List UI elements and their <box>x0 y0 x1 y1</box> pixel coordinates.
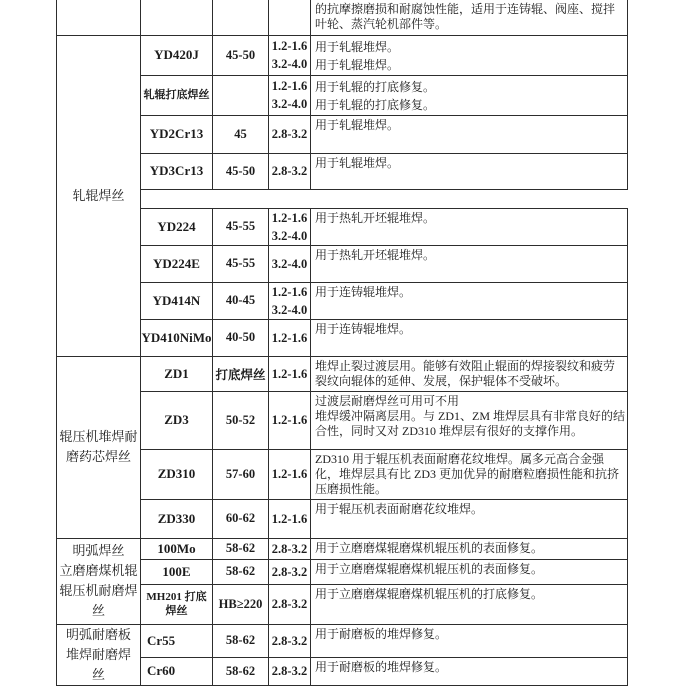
table-row <box>57 538 628 559</box>
diameter-cell <box>269 449 311 499</box>
hardness-cell: 45 <box>213 115 269 153</box>
diameter-value: 2.8-3.2 <box>271 664 308 679</box>
model-cell: Cr60 <box>141 657 213 685</box>
hardness-cell: 40-50 <box>213 319 269 356</box>
category-label-line: 明弧焊丝 <box>72 543 125 558</box>
diameter-cell <box>269 499 311 538</box>
table-row <box>57 499 628 538</box>
category-cell <box>57 35 141 356</box>
description-cell <box>311 35 628 75</box>
hardness-cell: 57-60 <box>213 449 269 499</box>
diameter-value: 1.2-1.6 <box>271 366 308 381</box>
diameter-cell <box>269 208 311 245</box>
table-row <box>57 391 628 449</box>
product-table <box>56 0 628 686</box>
welding-wire-table-wrap <box>56 0 628 686</box>
model-cell: ZD310 <box>141 449 213 499</box>
model-cell: YD3Cr13 <box>141 153 213 189</box>
hardness-cell: 40-45 <box>213 282 269 319</box>
category-label-line: 明弧耐磨板 <box>65 626 131 642</box>
model-cell: YD224E <box>141 245 213 282</box>
description-cell <box>311 0 628 35</box>
description-paragraph: 过渡层耐磨焊丝可用可不用 <box>315 393 460 408</box>
diameter-cell <box>269 356 311 391</box>
description-cell <box>311 391 628 449</box>
table-row <box>57 449 628 499</box>
category-cell <box>57 356 141 538</box>
diameter-cell <box>269 319 311 356</box>
diameter-cell <box>269 282 311 319</box>
hardness-cell: 58-62 <box>213 657 269 685</box>
model-cell: YD410NiMo <box>141 319 213 356</box>
description-cell <box>311 449 628 499</box>
model-cell: Cr55 <box>141 624 213 657</box>
description-paragraph: 用于耐磨板的堆焊修复。 <box>315 659 448 674</box>
description-cell <box>311 75 628 115</box>
diameter-value: 2.8-3.2 <box>271 633 308 648</box>
description-cell <box>311 282 628 319</box>
description-paragraph: 的抗摩擦磨损和耐腐蚀性能，适用于连铸辊、阀座、搅拌叶轮、蒸汽轮机部件等。 <box>315 2 616 31</box>
hardness-cell <box>213 75 269 115</box>
diameter-value: 1.2-1.6 <box>271 467 308 481</box>
table-row <box>57 356 628 391</box>
diameter-cell <box>269 153 311 189</box>
hardness-cell: 45-50 <box>213 35 269 75</box>
diameter-value: 3.2-4.0 <box>271 57 308 71</box>
diameter-cell <box>269 35 311 75</box>
diameter-value: 1.2-1.6 <box>271 330 308 345</box>
description-cell <box>311 657 628 685</box>
description-paragraph: 用于轧辊堆焊。 <box>315 117 400 132</box>
model-cell: YD2Cr13 <box>141 115 213 153</box>
diameter-value: 1.2-1.6 <box>271 79 308 93</box>
hardness-cell: 50-52 <box>213 391 269 449</box>
description-cell <box>311 153 628 189</box>
category-cell <box>57 0 141 35</box>
hardness-cell: 58-62 <box>213 559 269 584</box>
category-label-line: 堆焊耐磨焊 <box>65 646 131 662</box>
description-paragraph: 堆焊缓冲隔离层用。与 ZD1、ZM 堆焊层具有非常良好的结合性，同时又对 ZD310 堆焊层有很好的支撑作用。 <box>315 408 625 438</box>
diameter-cell <box>269 624 311 657</box>
diameter-value: 3.2-4.0 <box>271 302 308 317</box>
model-cell: ZD3 <box>141 391 213 449</box>
table-row <box>57 0 628 35</box>
hardness-cell: HB≥220 <box>213 584 269 624</box>
description-paragraph: 用于轧辊堆焊。 <box>315 155 400 170</box>
hardness-cell: 58-62 <box>213 624 269 657</box>
description-paragraph: 用于辊压机表面耐磨花纹堆焊。 <box>315 501 484 516</box>
table-row <box>57 35 628 75</box>
hardness-cell: 45-55 <box>213 208 269 245</box>
category-label-line: 丝 <box>91 603 105 618</box>
description-cell <box>311 624 628 657</box>
hardness-cell: 58-62 <box>213 538 269 559</box>
hardness-cell <box>213 0 269 35</box>
description-paragraph: 用于轧辊的打底修复。 <box>315 97 436 112</box>
model-cell: YD224 <box>141 208 213 245</box>
model-cell: 100Mo <box>141 538 213 559</box>
description-paragraph: 用于轧辊堆焊。 <box>315 57 400 72</box>
table-row <box>57 208 628 245</box>
hardness-cell: 45-55 <box>213 245 269 282</box>
diameter-value: 2.8-3.2 <box>271 127 308 141</box>
diameter-value: 2.8-3.2 <box>271 164 308 178</box>
model-cell: YD414N <box>141 282 213 319</box>
category-label-line: 轧辊焊丝 <box>72 187 125 203</box>
diameter-value: 1.2-1.6 <box>271 39 308 53</box>
description-paragraph: 用于立磨磨煤辊磨煤机辊压机的表面修复。 <box>315 540 544 555</box>
hardness-cell: 45-50 <box>213 153 269 189</box>
table-row <box>57 245 628 282</box>
description-paragraph: 用于轧辊堆焊。 <box>315 39 400 54</box>
description-paragraph: 堆焊止裂过渡层用。能够有效阻止辊面的焊接裂纹和疲劳裂纹向辊体的延伸、发展，保护辊体不受破坏。 <box>315 358 616 388</box>
description-cell <box>311 245 628 282</box>
description-cell <box>311 356 628 391</box>
description-paragraph: 用于轧辊的打底修复。 <box>315 79 436 94</box>
description-paragraph: 用于连铸辊堆焊。 <box>315 284 412 299</box>
diameter-cell <box>269 559 311 584</box>
description-cell <box>311 499 628 538</box>
diameter-value: 2.8-3.2 <box>271 541 308 556</box>
page-break-gap-cell <box>141 189 628 208</box>
model-cell: YD420J <box>141 35 213 75</box>
model-cell: 100E <box>141 559 213 584</box>
category-label-line: 磨药芯焊丝 <box>65 449 131 464</box>
table-row <box>57 282 628 319</box>
table-row <box>57 153 628 189</box>
table-row <box>57 657 628 685</box>
description-cell <box>311 208 628 245</box>
description-paragraph: 用于热轧开坯辊堆焊。 <box>315 247 436 262</box>
diameter-value: 1.2-1.6 <box>271 511 308 526</box>
diameter-cell <box>269 245 311 282</box>
diameter-cell <box>269 584 311 624</box>
diameter-value: 2.8-3.2 <box>271 597 308 611</box>
hardness-cell: 60-62 <box>213 499 269 538</box>
category-label-line: 立磨磨煤机辊 <box>59 563 138 578</box>
table-row <box>57 115 628 153</box>
description-paragraph: 用于连铸辊堆焊。 <box>315 321 412 336</box>
diameter-cell <box>269 0 311 35</box>
product-table-body <box>57 0 628 685</box>
model-cell: 轧辊打底焊丝 <box>141 75 213 115</box>
model-cell <box>141 0 213 35</box>
model-cell: ZD330 <box>141 499 213 538</box>
diameter-value: 2.8-3.2 <box>271 564 308 579</box>
description-cell <box>311 319 628 356</box>
model-cell: ZD1 <box>141 356 213 391</box>
table-row <box>57 584 628 624</box>
diameter-cell <box>269 115 311 153</box>
table-row <box>57 75 628 115</box>
description-cell <box>311 115 628 153</box>
category-label-line: 辊压机耐磨焊 <box>59 583 138 598</box>
table-row <box>57 624 628 657</box>
description-paragraph: 用于耐磨板的堆焊修复。 <box>315 626 448 641</box>
diameter-cell <box>269 657 311 685</box>
table-row <box>57 319 628 356</box>
description-paragraph: ZD310 用于辊压机表面耐磨花纹堆焊。属多元高合金强化，堆焊层具有比 ZD3 更加优异的耐磨粒磨损性能和抗挤压磨损性能。 <box>315 451 619 496</box>
diameter-value: 3.2-4.0 <box>271 228 308 243</box>
table-row <box>57 559 628 584</box>
hardness-cell: 打底焊丝 <box>213 356 269 391</box>
category-cell <box>57 624 141 685</box>
diameter-value: 1.2-1.6 <box>271 210 308 225</box>
diameter-cell <box>269 538 311 559</box>
diameter-value: 3.2-4.0 <box>271 256 308 271</box>
category-label-line: 丝 <box>91 666 105 682</box>
description-cell <box>311 584 628 624</box>
description-paragraph: 用于热轧开坯辊堆焊。 <box>315 210 436 225</box>
description-cell <box>311 538 628 559</box>
description-paragraph: 用于立磨磨煤辊磨煤机辊压机的打底修复。 <box>315 586 544 601</box>
diameter-cell <box>269 75 311 115</box>
table-row <box>57 189 628 208</box>
category-cell <box>57 538 141 624</box>
diameter-value: 1.2-1.6 <box>271 413 308 427</box>
model-cell: MH201 打底焊丝 <box>141 584 213 624</box>
description-cell <box>311 559 628 584</box>
category-label-line: 辊压机堆焊耐 <box>59 429 138 444</box>
diameter-value: 3.2-4.0 <box>271 97 308 111</box>
diameter-cell <box>269 391 311 449</box>
description-paragraph: 用于立磨磨煤辊磨煤机辊压机的表面修复。 <box>315 561 544 576</box>
diameter-value: 1.2-1.6 <box>271 284 308 299</box>
